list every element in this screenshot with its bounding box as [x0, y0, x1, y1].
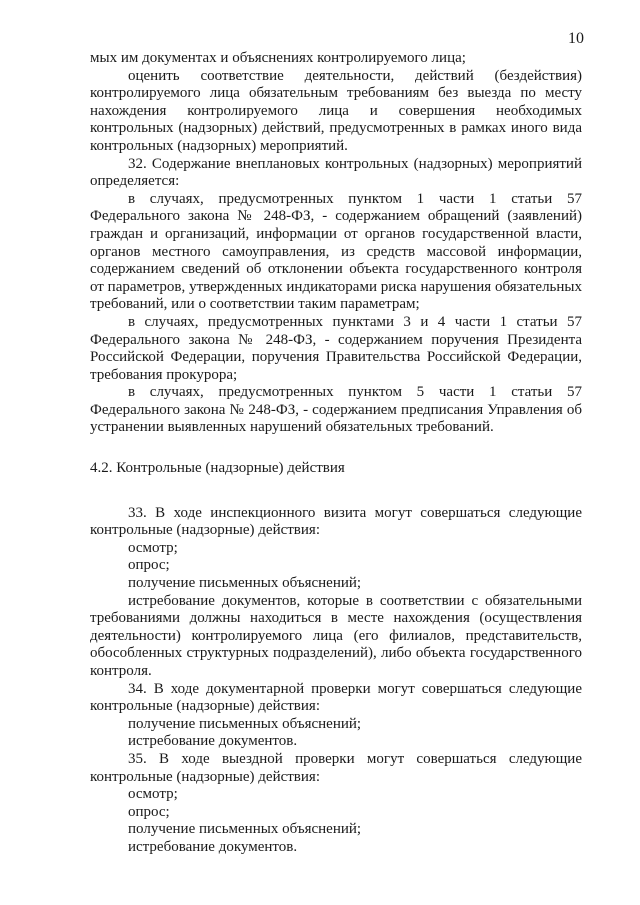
list-item: истребование документов.: [128, 733, 298, 750]
paragraph: в случаях, предусмотренных пунктами 3 и 4 части 1 статьи 57 Федерального закона № 248-ФЗ, - содержанием поручения Президента Российской Федерации, поручения Правительства Российской Федерации, требования прокурора;: [90, 313, 582, 383]
list-item: истребование документов, которые в соответствии с обязательными требованиями должны находиться в месте нахождения (осуществления деятельности) контролируемого лица (его филиалов, представительств, обособленных структурных подразделений), либо объекта государственного контроля.: [90, 592, 582, 679]
section-heading: 4.2. Контрольные (надзорные) действия: [90, 460, 345, 477]
document-body: [90, 50, 582, 857]
paragraph: в случаях, предусмотренных пунктом 1 части 1 статьи 57 Федерального закона № 248-ФЗ, - содержанием обращений (заявлений) граждан и организаций, информации от органов государственной власти, органов местного самоуправления, из средств массовой информации, содержанием сведений об отклонении объекта государственного контроля от параметров, утвержденных индикаторами риска нарушения обязательных требований, или о соответствии таким параметрам;: [90, 190, 582, 313]
paragraph: оценить соответствие деятельности, действий (бездействия) контролируемого лица обязательным требованиям без выезда по месту нахождения контролируемого лица и совершения необходимых контрольных (надзорных) действий, предусмотренных в рамках иного вида контрольных (надзорных) мероприятий.: [90, 67, 582, 154]
list-item: опрос;: [128, 557, 170, 574]
paragraph: 33. В ходе инспекционного визита могут совершаться следующие контрольные (надзорные) действия:: [90, 504, 582, 539]
paragraph: 34. В ходе документарной проверки могут совершаться следующие контрольные (надзорные) действия:: [90, 680, 582, 715]
list-item: получение письменных объяснений;: [128, 575, 362, 592]
list-item: получение письменных объяснений;: [128, 821, 362, 838]
page-number: 10: [568, 30, 584, 47]
list-item: опрос;: [128, 803, 170, 820]
list-item: получение письменных объяснений;: [128, 715, 362, 732]
paragraph: в случаях, предусмотренных пунктом 5 части 1 статьи 57 Федерального закона № 248-ФЗ, - содержанием предписания Управления об устранении выявленных нарушений обязательных требований.: [90, 384, 582, 436]
paragraph: 35. В ходе выездной проверки могут совершаться следующие контрольные (надзорные) действия:: [90, 750, 582, 785]
list-item: осмотр;: [128, 539, 178, 556]
list-item: истребование документов.: [128, 838, 298, 855]
paragraph: 32. Содержание внеплановых контрольных (надзорных) мероприятий определяется:: [90, 155, 582, 190]
list-item: осмотр;: [128, 786, 178, 803]
paragraph: мых им документах и объяснениях контролируемого лица;: [90, 50, 466, 66]
